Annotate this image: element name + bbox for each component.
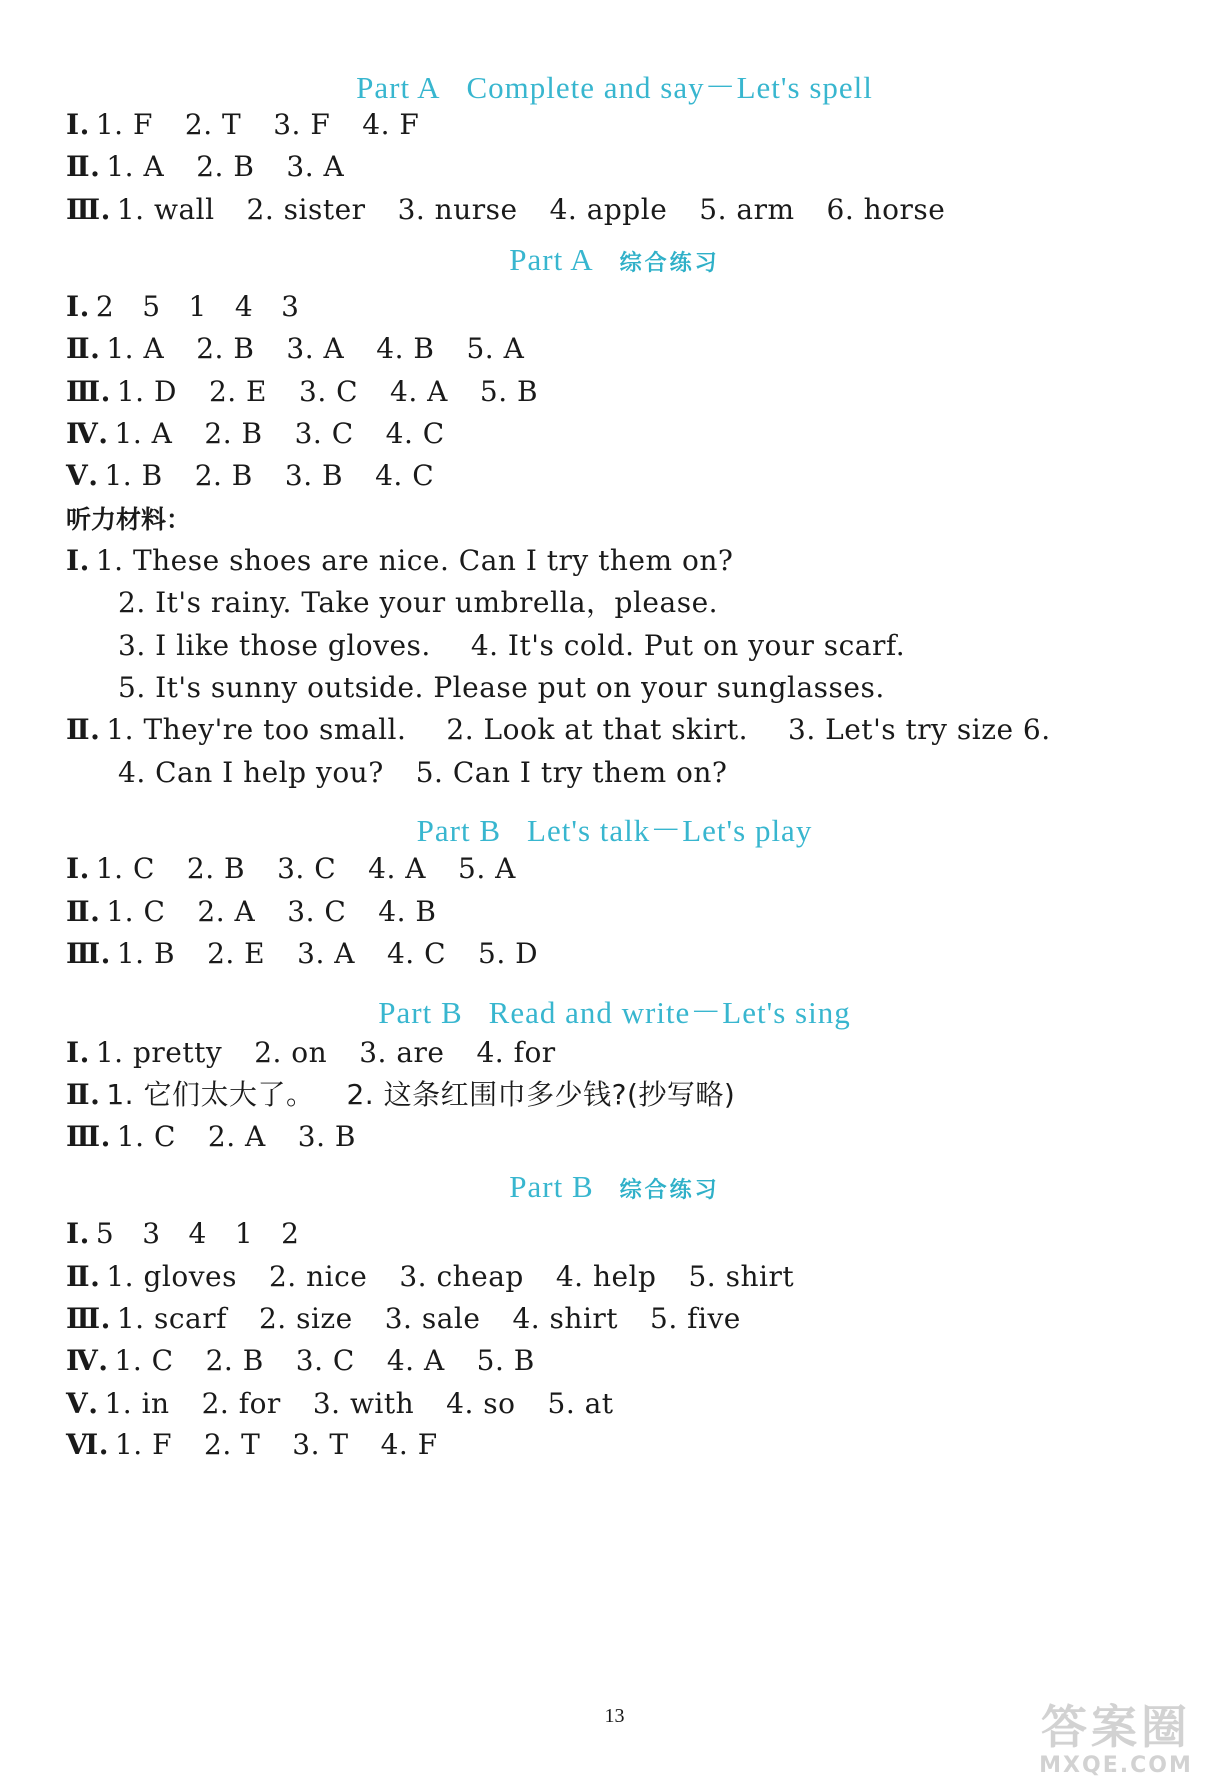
listening-line	[66, 712, 1051, 748]
answer-row	[66, 1119, 356, 1155]
answer-item: 1. gloves	[106, 1260, 237, 1293]
answer-item: 3. are	[359, 1036, 445, 1069]
roman-numeral: Ⅱ.	[66, 332, 101, 365]
answer-row	[66, 192, 945, 228]
answer-item: 5	[142, 290, 161, 323]
answer-row	[66, 1077, 735, 1113]
roman-numeral: Ⅰ.	[66, 544, 90, 577]
answer-item: 3. nurse	[397, 193, 518, 226]
answer-item: 3. C	[287, 895, 347, 928]
answer-item: 4. A	[368, 852, 426, 885]
answer-item: 1. A	[114, 417, 173, 450]
roman-numeral: Ⅱ.	[66, 150, 101, 183]
heading-part: Part B	[416, 813, 502, 848]
answer-row	[66, 1035, 556, 1071]
roman-numeral: Ⅲ.	[66, 375, 111, 408]
watermark-domain: MXQE.COM	[1039, 1753, 1193, 1778]
roman-numeral: Ⅰ.	[66, 1036, 90, 1069]
answer-item: 2. A	[207, 1120, 266, 1153]
heading-part: Part B	[509, 1169, 594, 1204]
answer-item: 4. shirt	[512, 1302, 619, 1335]
listening-line	[118, 585, 718, 621]
watermark-logo	[1021, 1700, 1211, 1784]
answer-item: 4. C	[385, 417, 445, 450]
answer-row	[66, 331, 524, 367]
heading-title: 综合练习	[619, 1178, 720, 1203]
listening-line	[118, 628, 905, 664]
answer-item: 1. D	[116, 375, 177, 408]
section-heading-part-a-spell	[0, 62, 1229, 107]
answer-item: 2. 这条红围巾多少钱?(抄写略)	[346, 1078, 736, 1111]
heading-part: Part B	[378, 995, 463, 1030]
section-heading-part-a-practice	[0, 242, 1229, 278]
heading-title: Read and write－Let's sing	[488, 995, 851, 1030]
answer-item: 1. B	[104, 459, 163, 492]
answer-row	[66, 149, 344, 185]
answer-item: 3. B	[284, 459, 344, 492]
answer-row	[66, 1343, 535, 1379]
listening-sentence: 1. These shoes are nice. Can I try them on?	[95, 544, 734, 577]
answer-item: 2. nice	[268, 1260, 368, 1293]
answer-row	[66, 374, 538, 410]
answer-item: 5. A	[466, 332, 525, 365]
answer-item: 5. B	[479, 375, 539, 408]
listening-line	[66, 543, 733, 579]
answer-row	[66, 1216, 328, 1252]
answer-row	[66, 289, 328, 325]
answer-item: 1. C	[116, 1120, 176, 1153]
answer-item: 1. C	[114, 1344, 174, 1377]
listening-sentence: 2. It's rainy. Take your umbrella，please.	[118, 586, 719, 619]
answer-item: 2. B	[196, 332, 255, 365]
answer-item: 2. sister	[246, 193, 366, 226]
answer-row	[66, 851, 516, 887]
answer-item: 6. horse	[826, 193, 946, 226]
answer-item: 3. C	[294, 417, 354, 450]
listening-line	[118, 670, 885, 706]
roman-numeral: Ⅳ.	[66, 417, 109, 450]
answer-item: 5. shirt	[688, 1260, 795, 1293]
answer-item: 5. A	[458, 852, 516, 885]
roman-numeral: Ⅴ.	[66, 459, 99, 492]
watermark-text: 答案圈	[1041, 1700, 1191, 1754]
answer-row	[66, 107, 419, 143]
answer-row	[66, 1386, 614, 1422]
listening-material-title: 听力材料：	[66, 505, 192, 534]
answer-item: 2	[281, 1217, 300, 1250]
answer-item: 5. at	[547, 1387, 614, 1420]
answer-item: 5	[95, 1217, 115, 1250]
answer-item: 3. A	[297, 937, 355, 970]
roman-numeral: Ⅰ.	[66, 852, 90, 885]
answer-item: 3. A	[286, 332, 345, 365]
listening-sentence: 5. It's sunny outside. Please put on your sunglasses.	[118, 671, 885, 704]
roman-numeral: Ⅲ.	[66, 1302, 111, 1335]
section-heading-part-b-talk	[0, 805, 1229, 850]
answer-item: 4. for	[476, 1036, 556, 1069]
heading-title: Complete and say－Let's spell	[466, 70, 873, 105]
answer-item: 3. cheap	[399, 1260, 524, 1293]
roman-numeral: Ⅱ.	[66, 1260, 101, 1293]
answer-item: 2. T	[184, 108, 242, 141]
answer-item: 1. C	[95, 852, 155, 885]
roman-numeral: Ⅰ.	[66, 1217, 90, 1250]
answer-item: 4. A	[386, 1344, 445, 1377]
roman-numeral: Ⅱ.	[66, 895, 101, 928]
answer-item: 5. arm	[699, 193, 795, 226]
listening-sentence: 3. Let's try size 6.	[788, 713, 1051, 746]
answer-row	[66, 1427, 438, 1463]
answer-item: 2. size	[258, 1302, 353, 1335]
answer-item: 3. C	[277, 852, 337, 885]
answer-item: 2. E	[207, 937, 266, 970]
answer-item: 4. B	[378, 895, 437, 928]
answer-item: 4	[188, 1217, 207, 1250]
answer-item: 2. T	[204, 1428, 261, 1461]
answer-row	[66, 416, 445, 452]
answer-row	[66, 458, 434, 494]
answer-item: 3. T	[292, 1428, 349, 1461]
heading-title: Let's talk－Let's play	[527, 813, 813, 848]
listening-sentence: 4. It's cold. Put on your scarf.	[470, 629, 906, 662]
answer-item: 1. A	[106, 150, 165, 183]
answer-item: 2. A	[197, 895, 256, 928]
roman-numeral: Ⅱ.	[66, 1078, 101, 1111]
answer-item: 1. C	[106, 895, 166, 928]
answer-item: 4. B	[376, 332, 435, 365]
answer-item: 2. B	[205, 1344, 264, 1377]
listening-sentence: 4. Can I help you?	[118, 756, 384, 789]
answer-item: 2. for	[201, 1387, 281, 1420]
answer-item: 2	[95, 290, 115, 323]
answer-item: 4. F	[362, 108, 420, 141]
answer-item: 1. B	[116, 937, 176, 970]
answer-item: 2. E	[208, 375, 267, 408]
answer-item: 4	[234, 290, 254, 323]
listening-sentence: 2. Look at that skirt.	[446, 713, 749, 746]
answer-item: 3	[142, 1217, 161, 1250]
listening-sentence: 5. Can I try them on?	[415, 756, 728, 789]
answer-item: 4. A	[390, 375, 448, 408]
section-heading-part-b-practice	[0, 1169, 1229, 1205]
roman-numeral: Ⅲ.	[66, 1120, 111, 1153]
answer-item: 2. B	[194, 459, 253, 492]
answer-item: 3. C	[295, 1344, 355, 1377]
answer-row	[66, 1301, 741, 1337]
roman-numeral: Ⅰ.	[66, 108, 90, 141]
listening-sentence: 3. I like those gloves.	[118, 629, 431, 662]
answer-row	[66, 894, 437, 930]
answer-item: 5. five	[650, 1302, 741, 1335]
answer-item: 1. F	[95, 108, 153, 141]
answer-item: 2. B	[196, 150, 255, 183]
answer-item: 2. B	[186, 852, 246, 885]
answer-item: 1. scarf	[116, 1302, 227, 1335]
answer-item: 1. wall	[116, 193, 215, 226]
answer-item: 1	[188, 290, 207, 323]
listening-sentence: 1. They're too small.	[106, 713, 407, 746]
answer-item: 5. D	[478, 937, 539, 970]
roman-numeral: Ⅰ.	[66, 290, 90, 323]
roman-numeral: Ⅵ.	[66, 1428, 109, 1461]
answer-row	[66, 936, 538, 972]
roman-numeral: Ⅳ.	[66, 1344, 109, 1377]
answer-item: 3. sale	[384, 1302, 481, 1335]
answer-item: 4. F	[380, 1428, 438, 1461]
answer-item: 3. B	[297, 1120, 356, 1153]
answer-item: 3. C	[299, 375, 359, 408]
answer-item: 1. 它们太大了。	[106, 1078, 315, 1111]
answer-item: 4. C	[386, 937, 447, 970]
roman-numeral: Ⅴ.	[66, 1387, 99, 1420]
heading-title: 综合练习	[619, 251, 720, 276]
answer-item: 2. on	[254, 1036, 328, 1069]
section-heading-part-b-read	[0, 987, 1229, 1032]
page-number: 13	[604, 1705, 625, 1727]
answer-row	[66, 1259, 794, 1295]
listening-line	[118, 755, 727, 791]
answer-item: 1. F	[114, 1428, 172, 1461]
answer-item: 1. pretty	[95, 1036, 223, 1069]
answer-item: 5. B	[476, 1344, 535, 1377]
answer-item: 4. help	[555, 1260, 657, 1293]
answer-item: 3	[281, 290, 300, 323]
answer-item: 1. in	[104, 1387, 170, 1420]
answer-item: 3. A	[286, 150, 345, 183]
answer-item: 1	[234, 1217, 254, 1250]
answer-item: 1. A	[106, 332, 165, 365]
heading-part: Part A	[509, 242, 594, 277]
answer-item: 2. B	[204, 417, 263, 450]
answer-item: 4. so	[446, 1387, 516, 1420]
roman-numeral: Ⅱ.	[66, 713, 101, 746]
answer-item: 4. apple	[549, 193, 668, 226]
answer-item: 4. C	[375, 459, 435, 492]
roman-numeral: Ⅲ.	[66, 937, 111, 970]
answer-item: 3. F	[273, 108, 331, 141]
answer-item: 3. with	[312, 1387, 415, 1420]
heading-part: Part A	[356, 70, 441, 105]
roman-numeral: Ⅲ.	[66, 193, 111, 226]
